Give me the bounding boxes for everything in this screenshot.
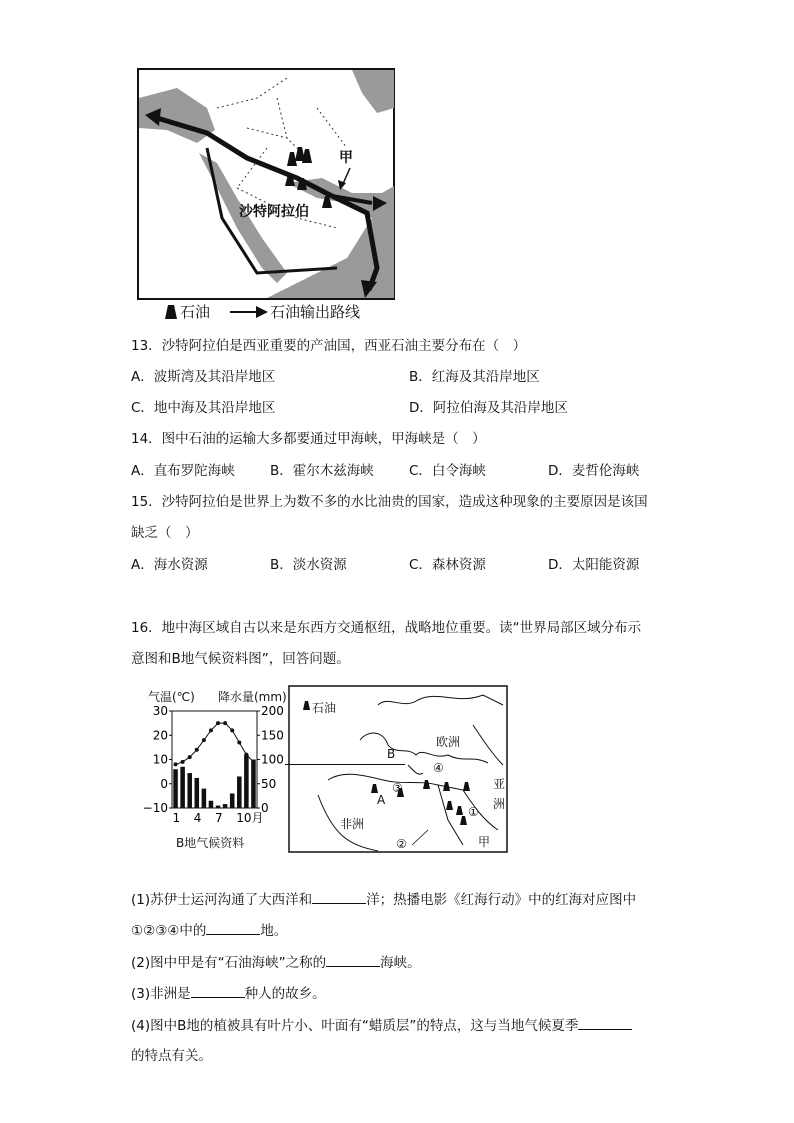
- chart-ylabel-right: 降水量(mm): [218, 690, 287, 704]
- right-tick-label: 100: [261, 752, 284, 767]
- mediterranean-region-map: [288, 685, 508, 853]
- temp-point: [181, 760, 185, 764]
- map2-mark-3: ③: [392, 781, 403, 795]
- temp-point: [251, 760, 255, 764]
- q15-stem-line1: 15．沙特阿拉伯是世界上为数不多的水比油贵的国家，造成这种现象的主要原因是该国: [131, 494, 648, 510]
- temp-point: [230, 728, 234, 732]
- map2-label-europe: 欧洲: [436, 735, 461, 749]
- q13-option-c[interactable]: C．地中海及其沿岸地区: [131, 400, 276, 416]
- map2-mark-2: ②: [396, 837, 407, 851]
- legend-route-label: 石油输出路线: [270, 303, 361, 321]
- q16-sub1-text-a: (1)苏伊士运河沟通了大西洋和: [131, 892, 313, 908]
- q16-stem-line1: 16．地中海区域自古以来是东西方交通枢纽，战略地位重要。读“世界局部区域分布示: [131, 620, 642, 636]
- map2-label-A: A: [377, 793, 386, 807]
- q14-stem: 14．图中石油的运输大多都要通过甲海峡，甲海峡是（ ）: [131, 431, 486, 447]
- left-tick-label: −10: [142, 801, 168, 815]
- temp-point: [209, 728, 213, 732]
- q16-sub1-text-c: ①②③④中的: [131, 923, 207, 939]
- q16-sub3-text-b: 种人的故乡。: [244, 986, 326, 1002]
- q14-option-c[interactable]: C．白令海峡: [409, 463, 486, 479]
- q15-option-d[interactable]: D．太阳能资源: [548, 557, 640, 573]
- q16-sub4-line2: 的特点有关。: [131, 1048, 212, 1064]
- q15-option-b[interactable]: B．淡水资源: [270, 557, 347, 573]
- q16-stem-line2: 意图和B地气候资料图”，回答问题。: [131, 651, 350, 667]
- precip-bar: [230, 793, 235, 808]
- map1-label-saudi: 沙特阿拉伯: [239, 204, 309, 220]
- temp-point: [244, 753, 248, 757]
- q13-option-d[interactable]: D．阿拉伯海及其沿岸地区: [409, 400, 568, 416]
- temp-point: [195, 748, 199, 752]
- x-tick-label: 7: [215, 811, 223, 825]
- q13-stem: 13．沙特阿拉伯是西亚重要的产油国，西亚石油主要分布在（ ）: [131, 338, 527, 354]
- q16-sub4-text-a: (4)图中B地的植被具有叶片小、叶面有“蜡质层”的特点，这与当地气候夏季: [131, 1018, 579, 1034]
- middle-east-map-svg: [137, 68, 395, 300]
- precip-bar: [251, 760, 256, 809]
- precip-bar: [202, 789, 207, 808]
- temp-point: [216, 721, 220, 725]
- q14-option-b[interactable]: B．霍尔木兹海峡: [270, 463, 374, 479]
- q15-stem-line2: 缺乏（ ）: [131, 525, 199, 541]
- right-tick-label: 50: [261, 776, 277, 791]
- q16-sub4-line1: [131, 1015, 632, 1036]
- x-tick-label: 4: [193, 811, 202, 825]
- q16-sub1-line1: [131, 889, 636, 910]
- q16-sub1-blank-1[interactable]: [312, 889, 366, 904]
- left-tick-label: 30: [152, 704, 168, 718]
- q15-option-a[interactable]: A．海水资源: [131, 557, 208, 573]
- map2-label-asia-2: 洲: [493, 797, 506, 811]
- precip-bar: [237, 776, 242, 808]
- precip-bar: [195, 778, 200, 808]
- map2-mark-4: ④: [433, 761, 444, 775]
- left-tick-label: 0: [160, 776, 168, 791]
- q16-sub1-text-b: 洋；热播电影《红海行动》中的红海对应图中: [366, 892, 637, 908]
- q16-sub3-blank[interactable]: [191, 983, 245, 998]
- leader-line: [285, 764, 405, 765]
- q13-option-b[interactable]: B．红海及其沿岸地区: [409, 369, 540, 385]
- climate-chart-svg: [140, 688, 285, 850]
- map2-legend-oil: 石油: [312, 701, 337, 715]
- temp-point: [237, 741, 241, 745]
- q16-sub2-text-b: 海峡。: [380, 955, 421, 971]
- temp-point: [174, 762, 178, 766]
- q14-option-d[interactable]: D．麦哲伦海峡: [548, 463, 640, 479]
- temp-point: [223, 721, 227, 725]
- map2-label-B: B: [387, 747, 396, 761]
- q16-sub3-text-a: (3)非洲是: [131, 986, 191, 1002]
- map1-label-jia: 甲: [339, 150, 353, 166]
- map2-mark-1: ①: [468, 805, 479, 819]
- chart-caption: B地气候资料: [176, 836, 245, 850]
- precip-bar: [216, 806, 221, 808]
- climate-chart: [140, 688, 285, 850]
- map2-label-jia: 甲: [478, 835, 491, 849]
- right-tick-label: 150: [261, 728, 284, 743]
- precip-bar: [180, 767, 185, 808]
- left-tick-label: 20: [152, 728, 168, 743]
- middle-east-oil-map: [137, 68, 395, 300]
- oil-legend-icon: [164, 304, 178, 320]
- chart-ylabel-left: 气温(℃): [148, 690, 195, 704]
- q16-sub2-blank[interactable]: [326, 952, 380, 967]
- temp-line: [176, 723, 254, 764]
- precip-bar: [187, 773, 192, 808]
- left-tick-label: 10: [152, 752, 168, 767]
- q16-sub1-text-d: 地。: [260, 923, 288, 939]
- q16-sub1-blank-2[interactable]: [206, 920, 260, 935]
- temp-point: [202, 738, 206, 742]
- q16-sub2: [131, 952, 421, 973]
- legend-oil-label: 石油: [180, 303, 211, 321]
- x-tick-label: 10月: [236, 811, 264, 825]
- q15-option-c[interactable]: C．森林资源: [409, 557, 486, 573]
- q14-option-a[interactable]: A．直布罗陀海峡: [131, 463, 235, 479]
- precip-bar: [173, 769, 178, 808]
- x-tick-label: 1: [172, 811, 181, 825]
- temp-point: [188, 755, 192, 759]
- q16-sub2-text-a: (2)图中甲是有“石油海峡”之称的: [131, 955, 327, 971]
- precip-bar: [209, 801, 214, 808]
- q13-option-a[interactable]: A．波斯湾及其沿岸地区: [131, 369, 276, 385]
- arrow-right-icon: [230, 306, 268, 318]
- q16-sub3: [131, 983, 326, 1004]
- right-tick-label: 0: [261, 801, 269, 815]
- map2-label-africa: 非洲: [340, 817, 365, 831]
- q16-sub4-blank[interactable]: [578, 1015, 632, 1030]
- precip-bar: [223, 804, 228, 808]
- map2-label-asia-1: 亚: [493, 777, 506, 791]
- precip-bar: [244, 755, 249, 808]
- right-tick-label: 200: [261, 704, 284, 718]
- q16-sub1-line2: [131, 920, 287, 941]
